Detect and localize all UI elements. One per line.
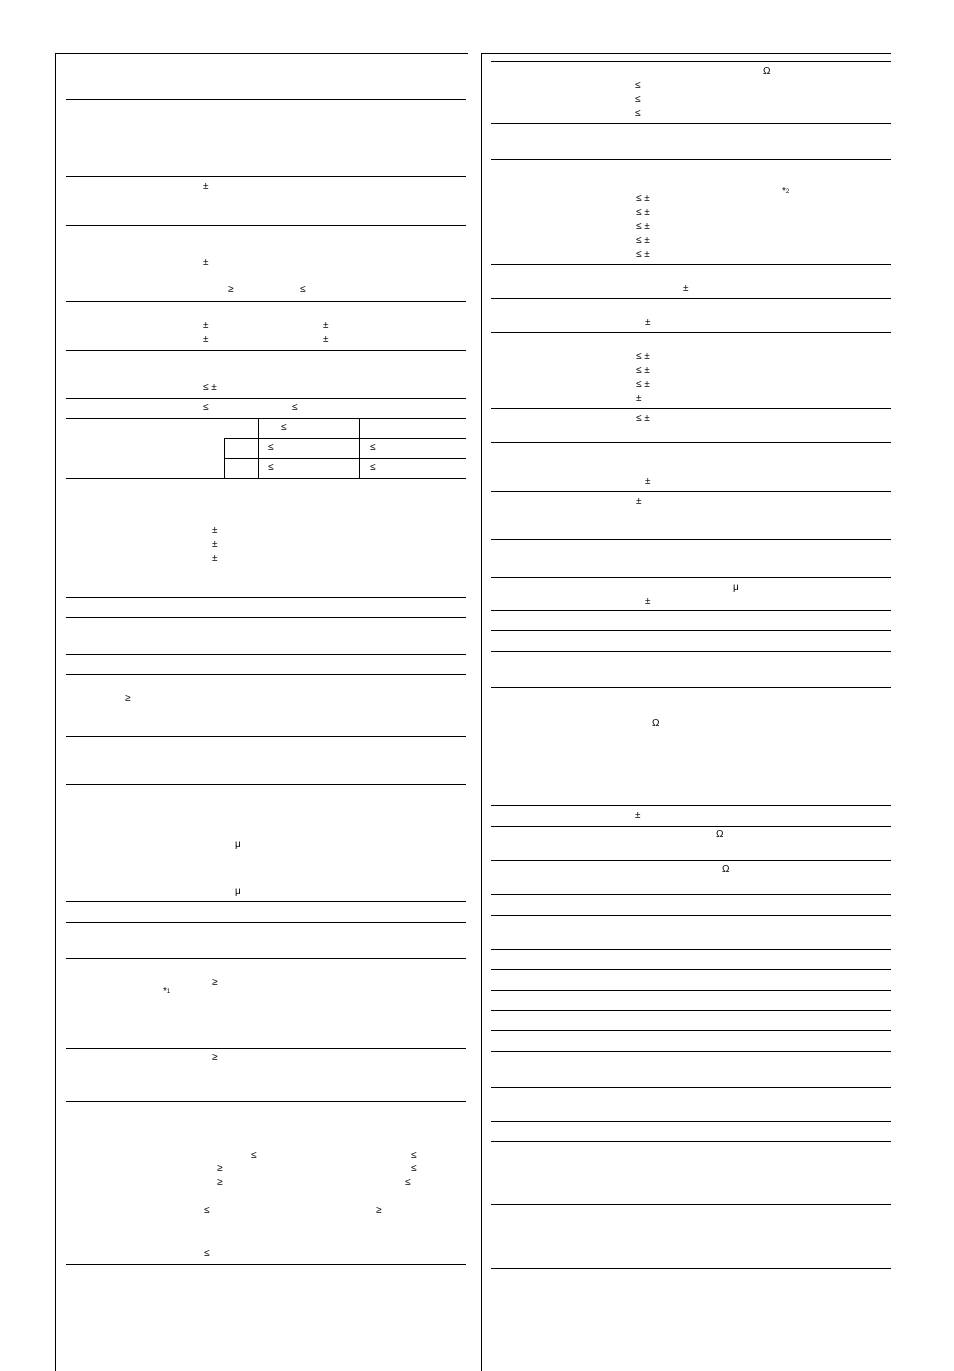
left-rule: [66, 674, 466, 675]
plus-minus-symbol: ±: [645, 476, 651, 487]
table-cell-symbol: ≤: [268, 442, 274, 453]
greater-equal-symbol: ≥: [212, 1052, 218, 1063]
greater-equal-symbol: ≥: [125, 693, 131, 704]
less-equal-plus-minus-symbol: ≤ ±: [636, 379, 650, 390]
greater-equal-symbol: ≥: [228, 284, 234, 295]
less-equal-symbol: ≤: [204, 1205, 210, 1216]
plus-minus-symbol: ±: [323, 320, 329, 331]
right-rule: [491, 826, 891, 827]
right-rule: [491, 860, 891, 861]
asterisk-symbol: *: [782, 186, 786, 197]
right-rule: [491, 630, 891, 631]
left-rule: [66, 1101, 466, 1102]
less-equal-symbol: ≤: [251, 1150, 257, 1161]
right-rule: [491, 577, 891, 578]
right-column-border: [481, 53, 482, 1371]
less-equal-symbol: ≤: [292, 402, 298, 413]
ohm-symbol: Ω: [763, 66, 771, 77]
left-column-border: [55, 53, 56, 1371]
right-rule: [491, 1268, 891, 1269]
less-equal-plus-minus-symbol: ≤ ±: [203, 382, 217, 393]
less-equal-symbol: ≤: [635, 94, 641, 105]
table-cell-symbol: ≤: [370, 442, 376, 453]
right-rule: [491, 1010, 891, 1011]
ohm-symbol: Ω: [652, 718, 660, 729]
left-column-top-rule: [55, 53, 468, 54]
right-rule: [491, 159, 891, 160]
less-equal-plus-minus-symbol: ≤ ±: [636, 365, 650, 376]
plus-minus-symbol: ±: [203, 257, 209, 268]
left-rule: [66, 418, 466, 419]
less-equal-symbol: ≤: [203, 402, 209, 413]
table-rule: [224, 458, 466, 459]
less-equal-plus-minus-symbol: ≤ ±: [636, 413, 650, 424]
right-rule: [491, 1051, 891, 1052]
table-rule: [224, 438, 466, 439]
left-rule: [66, 958, 466, 959]
ohm-symbol: Ω: [716, 829, 724, 840]
plus-minus-symbol: ±: [203, 320, 209, 331]
right-rule: [491, 408, 891, 409]
left-rule: [66, 478, 466, 479]
greater-equal-symbol: ≥: [217, 1163, 223, 1174]
greater-equal-symbol: ≥: [217, 1177, 223, 1188]
left-rule: [66, 398, 466, 399]
plus-minus-symbol: ±: [645, 317, 651, 328]
plus-minus-symbol: ±: [212, 525, 218, 536]
right-rule: [491, 1121, 891, 1122]
left-rule: [66, 1264, 466, 1265]
right-rule: [491, 969, 891, 970]
right-rule: [491, 687, 891, 688]
right-rule: [491, 332, 891, 333]
left-rule: [66, 225, 466, 226]
less-equal-symbol: ≤: [411, 1150, 417, 1161]
right-rule: [491, 1204, 891, 1205]
right-rule: [491, 805, 891, 806]
greater-equal-symbol: ≥: [376, 1205, 382, 1216]
left-rule: [66, 350, 466, 351]
left-rule: [66, 617, 466, 618]
micro-symbol: μ: [235, 886, 241, 897]
footnote-number: 2: [785, 189, 790, 195]
footnote-marker: [163, 986, 170, 998]
less-equal-plus-minus-symbol: ≤ ±: [636, 235, 650, 246]
left-rule: [66, 901, 466, 902]
plus-minus-symbol: ±: [323, 334, 329, 345]
right-rule: [491, 915, 891, 916]
right-rule: [491, 651, 891, 652]
left-rule: [66, 597, 466, 598]
less-equal-symbol: ≤: [300, 284, 306, 295]
footnote-marker: [782, 186, 789, 198]
plus-minus-symbol: ±: [683, 283, 689, 294]
left-rule: [66, 736, 466, 737]
less-equal-plus-minus-symbol: ≤ ±: [636, 249, 650, 260]
ohm-symbol: Ω: [722, 864, 730, 875]
right-rule: [491, 298, 891, 299]
micro-symbol: μ: [235, 839, 241, 850]
plus-minus-symbol: ±: [212, 539, 218, 550]
left-rule: [66, 301, 466, 302]
plus-minus-symbol: ±: [636, 393, 642, 404]
plus-minus-symbol: ±: [645, 596, 651, 607]
right-column-top-rule: [481, 53, 891, 54]
left-rule: [66, 784, 466, 785]
right-rule: [491, 1030, 891, 1031]
less-equal-plus-minus-symbol: ≤ ±: [636, 221, 650, 232]
table-cell-symbol: ≤: [268, 462, 274, 473]
plus-minus-symbol: ±: [635, 810, 641, 821]
less-equal-symbol: ≤: [411, 1163, 417, 1174]
right-rule: [491, 264, 891, 265]
right-rule: [491, 894, 891, 895]
table-divider: [258, 418, 259, 478]
right-rule: [491, 1141, 891, 1142]
right-rule: [491, 491, 891, 492]
table-header-symbol: ≤: [281, 422, 287, 433]
right-rule: [491, 123, 891, 124]
table-cell-symbol: ≤: [370, 462, 376, 473]
left-rule: [66, 99, 466, 100]
less-equal-plus-minus-symbol: ≤ ±: [636, 207, 650, 218]
right-rule: [491, 990, 891, 991]
footnote-number: 1: [166, 989, 171, 995]
less-equal-symbol: ≤: [204, 1248, 210, 1259]
less-equal-plus-minus-symbol: ≤ ±: [636, 351, 650, 362]
plus-minus-symbol: ±: [203, 181, 209, 192]
greater-equal-symbol: ≥: [212, 977, 218, 988]
micro-symbol: μ: [733, 582, 739, 593]
left-rule: [66, 1048, 466, 1049]
less-equal-symbol: ≤: [635, 108, 641, 119]
plus-minus-symbol: ±: [212, 553, 218, 564]
table-divider: [224, 438, 225, 478]
right-rule: [491, 61, 891, 62]
right-rule: [491, 539, 891, 540]
left-rule: [66, 176, 466, 177]
plus-minus-symbol: ±: [636, 496, 642, 507]
left-rule: [66, 654, 466, 655]
right-rule: [491, 610, 891, 611]
right-rule: [491, 949, 891, 950]
less-equal-symbol: ≤: [405, 1177, 411, 1188]
less-equal-symbol: ≤: [635, 80, 641, 91]
right-rule: [491, 1087, 891, 1088]
plus-minus-symbol: ±: [203, 334, 209, 345]
left-rule: [66, 922, 466, 923]
less-equal-plus-minus-symbol: ≤ ±: [636, 193, 650, 204]
right-rule: [491, 442, 891, 443]
asterisk-symbol: *: [163, 986, 167, 997]
table-divider: [359, 418, 360, 478]
